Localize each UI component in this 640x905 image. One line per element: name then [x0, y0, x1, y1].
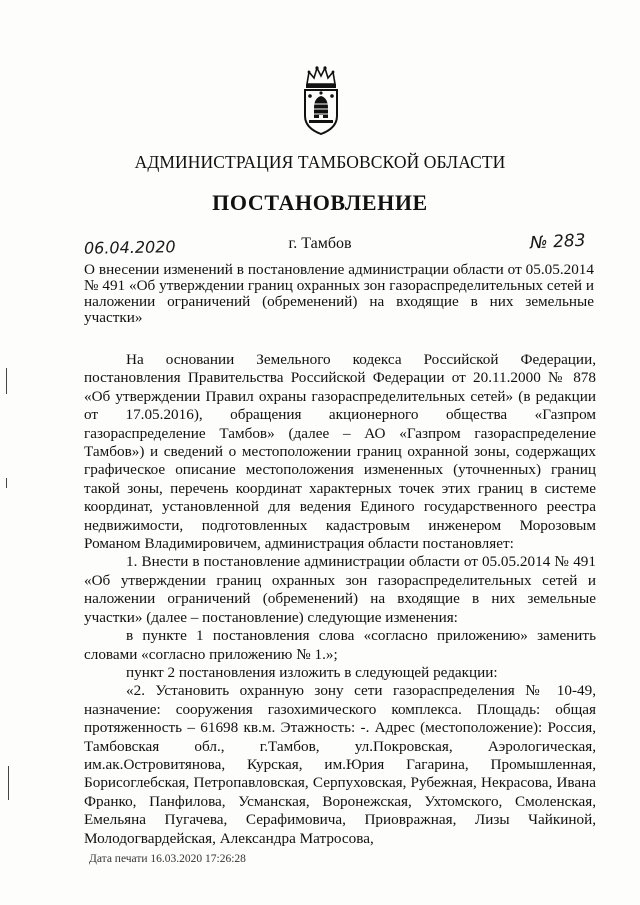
scan-margin-mark: [8, 766, 9, 800]
city-label: г. Тамбов: [288, 235, 352, 252]
scan-margin-mark: [6, 368, 7, 394]
body-paragraph: в пункте 1 постановления слова «согласно приложению» заменить словами «согласно приложению № 1.»;: [84, 627, 596, 663]
handwritten-date: 06.04.2020: [83, 237, 176, 258]
document-type-title: ПОСТАНОВЛЕНИЕ: [212, 190, 428, 215]
document-subject: О внесении изменений в постановление администрации области от 05.05.2014 № 491 «Об утверждении границ охранных зон газораспределительных сетей и наложении ограничений (обременений) на входящие в них земельные участки»: [84, 261, 594, 326]
organization-title: АДМИНИСТРАЦИЯ ТАМБОВСКОЙ ОБЛАСТИ: [134, 152, 506, 172]
scan-margin-mark: [6, 478, 7, 488]
tambov-coat-of-arms-icon: [297, 64, 345, 136]
document-body: [84, 351, 596, 848]
body-paragraph: «2. Установить охранную зону сети газораспределения № 10-49, назначение: сооружения газохимического комплекса. Площадь: общая протяженность – 61698 кв.м. Этажность: -. Адрес (местоположение): Россия, Тамбовская обл., г.Тамбов, ул.Покровская, Аэрологическая, им.ак.Островитянова, Курская, им.Юрия Гагарина, Промышленная, Борисоглебская, Петропавловская, Серпуховская, Рубежная, Некрасова, Ивана Франко, Панфилова, Усманская, Воронежская, Ухтомского, Смоленская, Емельяна Пугачева, Серафимовича, Приовражная, Лизы Чайкиной, Молодогвардейская, Александра Матросова,: [84, 682, 596, 847]
handwritten-document-number: № 283: [529, 230, 587, 254]
body-paragraph: 1. Внести в постановление администрации области от 05.05.2014 № 491 «Об утверждении границ охранных зон газораспределительных сетей и наложении ограничений (обременений) на входящие в них земельные участки» (далее – постановление) следующие изменения:: [84, 553, 596, 626]
print-date-footer: Дата печати 16.03.2020 17:26:28: [89, 853, 246, 865]
body-paragraph: На основании Земельного кодекса Российской Федерации, постановления Правительства Российской Федерации от 20.11.2000 № 878 «Об утверждении Правил охраны газораспределительных сетей» (в редакции от 17.05.2016), обращения акционерного общества «Газпром газораспределение Тамбов» (далее – АО «Газпром газораспределение Тамбов») и сведений о местоположении границ охранной зоны, содержащих графическое описание местоположения измененных (уточненных) границ такой зоны, перечень координат характерных точек этих границ в системе координат, установленной для ведения Единого государственного реестра недвижимости, подготовленных кадастровым инженером Морозовым Романом Владимировичем, администрация области постановляет:: [84, 351, 596, 553]
body-paragraph: пункт 2 постановления изложить в следующей редакции:: [126, 663, 498, 681]
